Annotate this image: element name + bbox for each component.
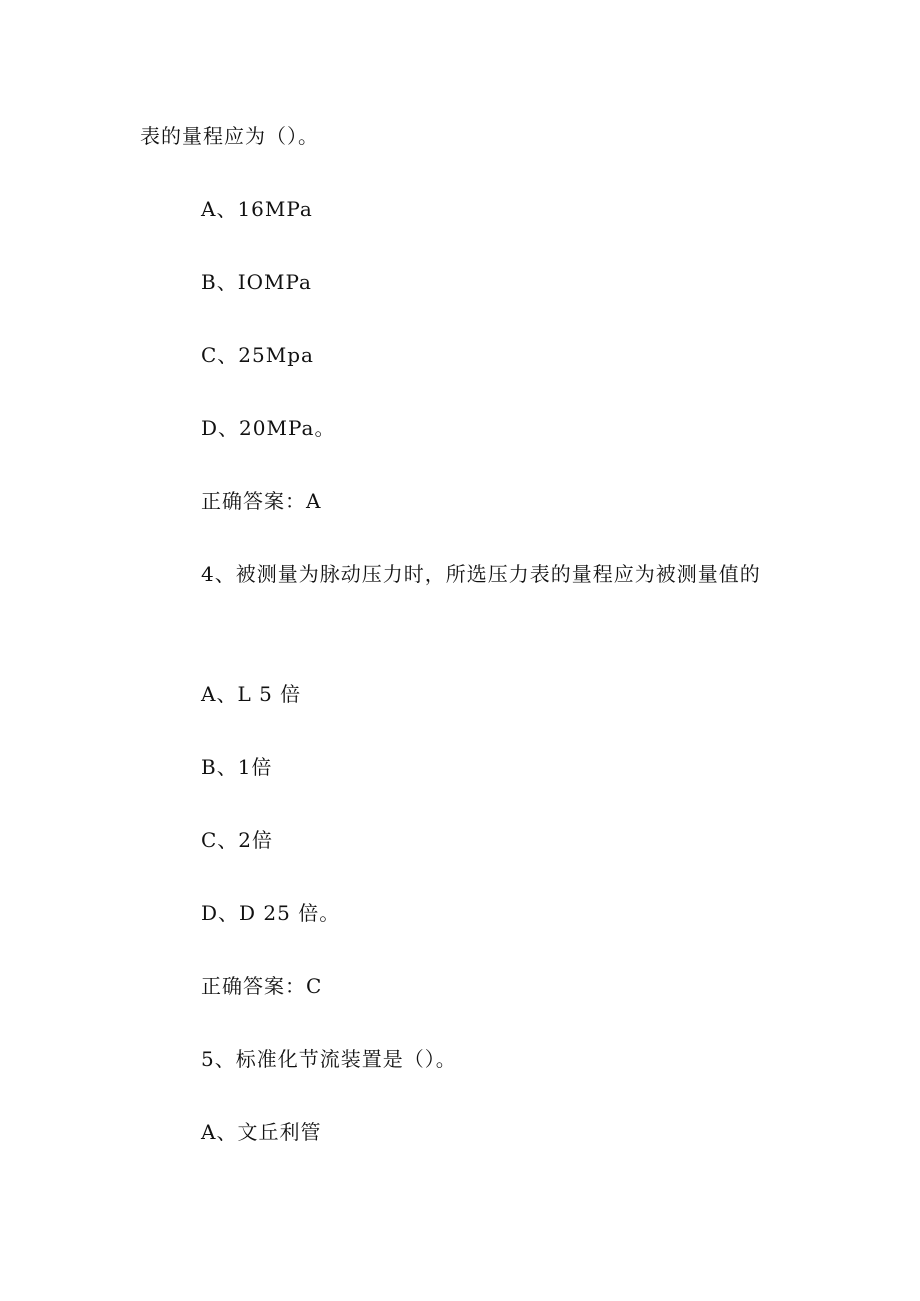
question-4-option-c: C、2倍	[201, 828, 274, 852]
question-4-stem: 4、被测量为脉动压力时，所选压力表的量程应为被测量值的	[201, 562, 761, 586]
question-5-option-a: A、文丘利管	[201, 1120, 322, 1144]
question-3-option-c: C、25Mpa	[201, 343, 314, 367]
question-4-option-b: B、1倍	[201, 755, 273, 779]
question-3-option-a: A、16MPa	[201, 197, 313, 221]
question-3-stem-continuation: 表的量程应为（）。	[140, 124, 319, 148]
question-3-answer: 正确答案：A	[201, 489, 322, 513]
question-4-option-d: D、D 25 倍。	[201, 901, 341, 925]
question-4-answer: 正确答案：C	[201, 974, 323, 998]
question-3-option-d: D、20MPa。	[201, 416, 336, 440]
question-4-option-a: A、L 5 倍	[201, 682, 302, 706]
question-3-option-b: B、IOMPa	[201, 270, 312, 294]
question-5-stem: 5、标准化节流装置是（）。	[201, 1047, 457, 1071]
